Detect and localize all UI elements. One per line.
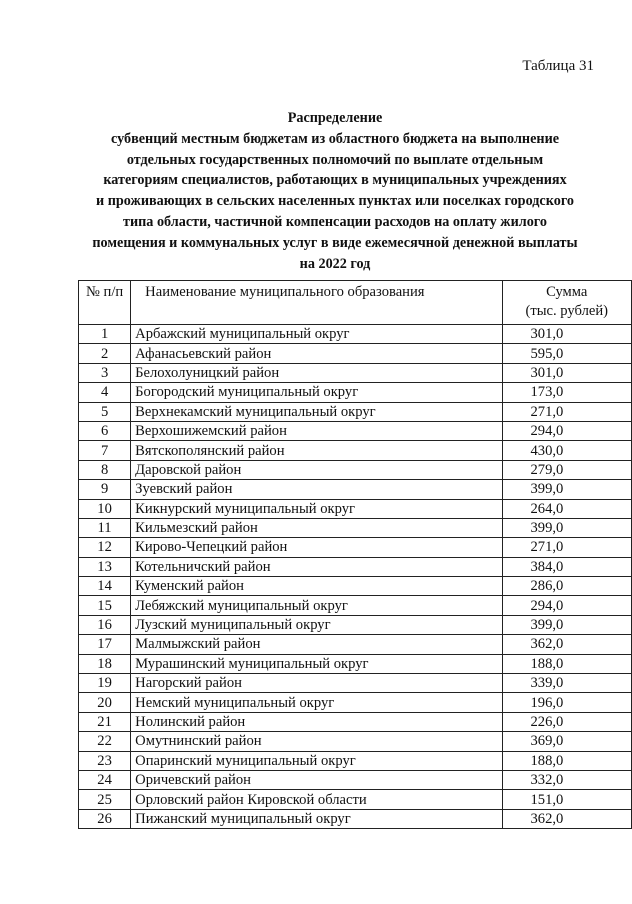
table-row xyxy=(79,596,632,615)
row-name-cell: Малмыжский район xyxy=(131,635,502,654)
heading-line: Распределение xyxy=(287,110,383,126)
row-sum-cell: 188,0 xyxy=(502,654,632,673)
row-num-cell: 1 xyxy=(79,325,131,344)
row-sum-cell: 399,0 xyxy=(502,615,632,634)
row-sum-cell: 264,0 xyxy=(502,499,632,518)
row-sum-cell: 369,0 xyxy=(502,732,632,751)
row-name-cell: Арбажский муниципальный округ xyxy=(131,325,502,344)
row-name-cell: Кильмезский район xyxy=(131,518,502,537)
distribution-table xyxy=(78,280,632,829)
row-sum-cell: 399,0 xyxy=(502,518,632,537)
table-row xyxy=(79,441,632,460)
table-row xyxy=(79,402,632,421)
table-row xyxy=(79,421,632,440)
table-row xyxy=(79,790,632,809)
row-num-cell: 14 xyxy=(79,577,131,596)
row-num-cell: 23 xyxy=(79,751,131,770)
row-num-cell: 4 xyxy=(79,383,131,402)
row-num-cell: 21 xyxy=(79,712,131,731)
row-sum-cell: 271,0 xyxy=(502,402,632,421)
row-sum-cell: 188,0 xyxy=(502,751,632,770)
row-sum-cell: 301,0 xyxy=(502,325,632,344)
table-row xyxy=(79,344,632,363)
table-row xyxy=(79,499,632,518)
header-sum xyxy=(502,281,632,325)
row-sum-cell: 173,0 xyxy=(502,383,632,402)
table-row xyxy=(79,577,632,596)
table-row xyxy=(79,518,632,537)
table-row xyxy=(79,809,632,828)
row-name-cell: Оричевский район xyxy=(131,770,502,789)
row-name-cell: Нагорский район xyxy=(131,674,502,693)
header-name: Наименование муниципального образования xyxy=(131,281,502,325)
row-name-cell: Пижанский муниципальный округ xyxy=(131,809,502,828)
table-row xyxy=(79,635,632,654)
row-sum-cell: 294,0 xyxy=(502,596,632,615)
table-row xyxy=(79,712,632,731)
row-name-cell: Куменский район xyxy=(131,577,502,596)
table-row xyxy=(79,325,632,344)
heading-line: на 2022 год xyxy=(299,255,371,272)
row-num-cell: 6 xyxy=(79,421,131,440)
row-name-cell: Лебяжский муниципальный округ xyxy=(131,596,502,615)
row-num-cell: 2 xyxy=(79,344,131,363)
table-body xyxy=(79,325,632,829)
row-name-cell: Опаринский муниципальный округ xyxy=(131,751,502,770)
row-num-cell: 7 xyxy=(79,441,131,460)
row-sum-cell: 294,0 xyxy=(502,421,632,440)
row-num-cell: 18 xyxy=(79,654,131,673)
row-num-cell: 17 xyxy=(79,635,131,654)
row-sum-cell: 271,0 xyxy=(502,538,632,557)
table-row xyxy=(79,363,632,382)
row-num-cell: 5 xyxy=(79,402,131,421)
row-name-cell: Немский муниципальный округ xyxy=(131,693,502,712)
row-num-cell: 19 xyxy=(79,674,131,693)
row-num-cell: 16 xyxy=(79,615,131,634)
table-row xyxy=(79,770,632,789)
row-name-cell: Даровской район xyxy=(131,460,502,479)
table-row xyxy=(79,383,632,402)
row-num-cell: 10 xyxy=(79,499,131,518)
header-sum-line2: (тыс. рублей) xyxy=(525,303,609,319)
row-sum-cell: 226,0 xyxy=(502,712,632,731)
row-name-cell: Кикнурский муниципальный округ xyxy=(131,499,502,518)
row-name-cell: Афанасьевский район xyxy=(131,344,502,363)
row-num-cell: 9 xyxy=(79,480,131,499)
table-number-label: Таблица 31 xyxy=(522,58,594,74)
table-row xyxy=(79,693,632,712)
table-row xyxy=(79,732,632,751)
header-num: № п/п xyxy=(79,281,131,325)
row-sum-cell: 362,0 xyxy=(502,809,632,828)
row-num-cell: 13 xyxy=(79,557,131,576)
row-name-cell: Омутнинский район xyxy=(131,732,502,751)
table-row xyxy=(79,654,632,673)
table-row xyxy=(79,460,632,479)
table-row xyxy=(79,538,632,557)
row-num-cell: 8 xyxy=(79,460,131,479)
row-sum-cell: 399,0 xyxy=(502,480,632,499)
row-sum-cell: 430,0 xyxy=(502,441,632,460)
row-name-cell: Лузский муниципальный округ xyxy=(131,615,502,634)
row-name-cell: Нолинский район xyxy=(131,712,502,731)
row-sum-cell: 196,0 xyxy=(502,693,632,712)
header-sum-line1: Сумма xyxy=(546,284,588,300)
row-name-cell: Белохолуницкий район xyxy=(131,363,502,382)
document-heading xyxy=(70,108,600,274)
row-sum-cell: 332,0 xyxy=(502,770,632,789)
row-name-cell: Верхнекамский муниципальный округ xyxy=(131,402,502,421)
table-row xyxy=(79,674,632,693)
row-sum-cell: 301,0 xyxy=(502,363,632,382)
table-row xyxy=(79,615,632,634)
row-num-cell: 22 xyxy=(79,732,131,751)
row-sum-cell: 279,0 xyxy=(502,460,632,479)
row-name-cell: Вятскополянский район xyxy=(131,441,502,460)
heading-line: категориям специалистов, работающих в муниципальных учреждениях xyxy=(103,172,567,189)
row-sum-cell: 286,0 xyxy=(502,577,632,596)
row-sum-cell: 384,0 xyxy=(502,557,632,576)
heading-line: отдельных государственных полномочий по выплате отдельным xyxy=(126,151,544,168)
row-name-cell: Мурашинский муниципальный округ xyxy=(131,654,502,673)
row-name-cell: Кирово-Чепецкий район xyxy=(131,538,502,557)
heading-line: и проживающих в сельских населенных пунктах или поселках городского xyxy=(96,193,574,210)
table-row xyxy=(79,557,632,576)
heading-line: типа области, частичной компенсации расходов на оплату жилого xyxy=(122,213,547,230)
row-num-cell: 11 xyxy=(79,518,131,537)
row-sum-cell: 595,0 xyxy=(502,344,632,363)
row-num-cell: 20 xyxy=(79,693,131,712)
row-num-cell: 15 xyxy=(79,596,131,615)
table-row xyxy=(79,751,632,770)
row-name-cell: Зуевский район xyxy=(131,480,502,499)
row-name-cell: Орловский район Кировской области xyxy=(131,790,502,809)
heading-line: помещения и коммунальных услуг в виде ежемесячной денежной выплаты xyxy=(92,234,578,251)
row-num-cell: 25 xyxy=(79,790,131,809)
row-sum-cell: 362,0 xyxy=(502,635,632,654)
row-num-cell: 26 xyxy=(79,809,131,828)
row-sum-cell: 151,0 xyxy=(502,790,632,809)
row-num-cell: 12 xyxy=(79,538,131,557)
row-num-cell: 24 xyxy=(79,770,131,789)
row-num-cell: 3 xyxy=(79,363,131,382)
row-name-cell: Котельничский район xyxy=(131,557,502,576)
row-name-cell: Верхошижемский район xyxy=(131,421,502,440)
table-row xyxy=(79,480,632,499)
row-sum-cell: 339,0 xyxy=(502,674,632,693)
row-name-cell: Богородский муниципальный округ xyxy=(131,383,502,402)
heading-line: субвенций местным бюджетам из областного бюджета на выполнение xyxy=(110,130,560,147)
table-header-row xyxy=(79,281,632,325)
